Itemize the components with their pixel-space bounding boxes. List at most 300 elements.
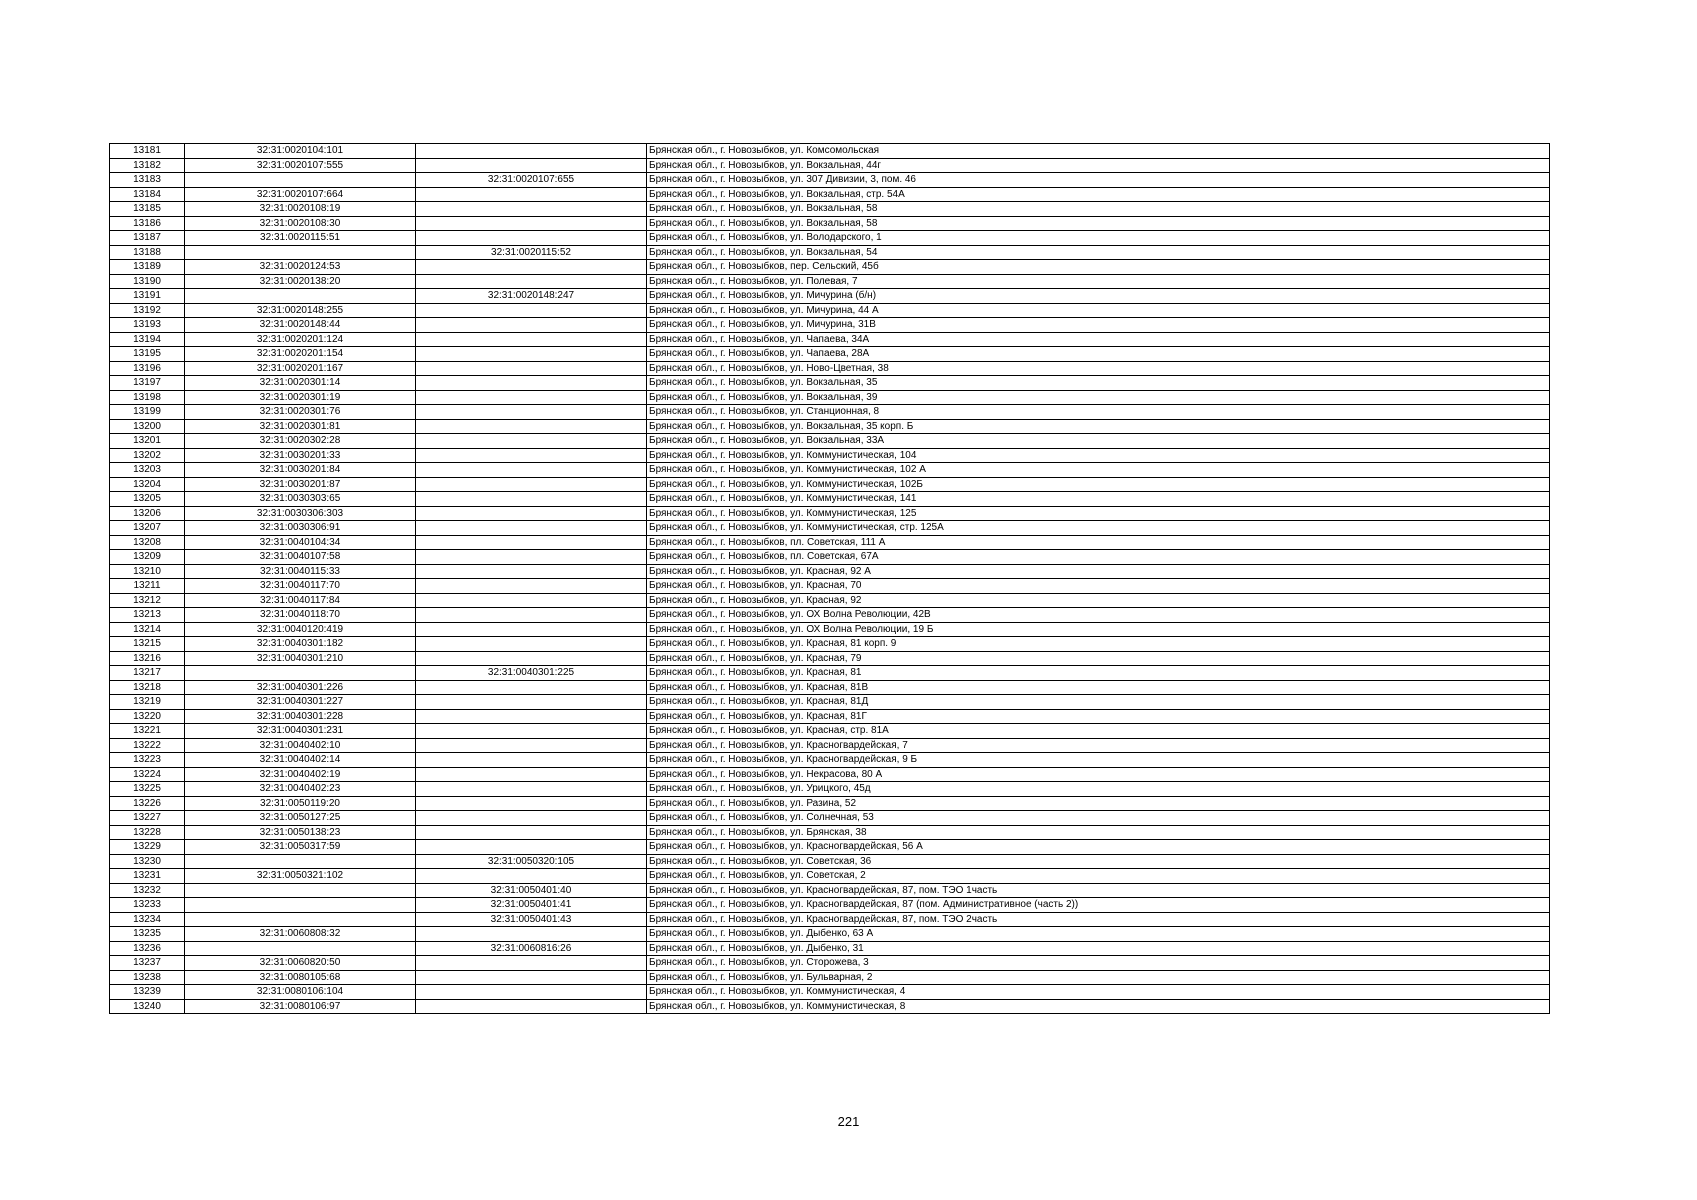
address-cell: Брянская обл., г. Новозыбков, ул. Вокзальная, 58	[647, 216, 1550, 231]
row-number-cell: 13185	[110, 202, 185, 217]
cadastral-number-alt-cell: 32:31:0040301:225	[416, 666, 647, 681]
address-cell: Брянская обл., г. Новозыбков, ул. Коммунистическая, 4	[647, 985, 1550, 1000]
table-row	[110, 434, 1550, 449]
table-row	[110, 376, 1550, 391]
address-cell: Брянская обл., г. Новозыбков, ул. Красная, стр. 81А	[647, 724, 1550, 739]
cadastral-number-cell: 32:31:0060808:32	[185, 927, 416, 942]
cadastral-number-alt-cell	[416, 347, 647, 362]
table-row	[110, 231, 1550, 246]
address-cell: Брянская обл., г. Новозыбков, ул. Разина, 52	[647, 796, 1550, 811]
address-cell: Брянская обл., г. Новозыбков, пл. Советская, 111 А	[647, 535, 1550, 550]
address-cell: Брянская обл., г. Новозыбков, ул. Красногвардейская, 56 А	[647, 840, 1550, 855]
cadastral-number-alt-cell	[416, 753, 647, 768]
address-cell: Брянская обл., г. Новозыбков, ул. Ново-Цветная, 38	[647, 361, 1550, 376]
table-row	[110, 782, 1550, 797]
address-cell: Брянская обл., г. Новозыбков, ул. Красная, 81	[647, 666, 1550, 681]
row-number-cell: 13234	[110, 912, 185, 927]
cadastral-number-alt-cell: 32:31:0050320:105	[416, 854, 647, 869]
address-cell: Брянская обл., г. Новозыбков, ул. 307 Дивизии, 3, пом. 46	[647, 173, 1550, 188]
address-cell: Брянская обл., г. Новозыбков, ул. Вокзальная, 39	[647, 390, 1550, 405]
cadastral-number-cell: 32:31:0020104:101	[185, 144, 416, 159]
cadastral-number-alt-cell	[416, 579, 647, 594]
address-cell: Брянская обл., г. Новозыбков, ул. Урицкого, 45д	[647, 782, 1550, 797]
cadastral-number-alt-cell	[416, 492, 647, 507]
cadastral-number-alt-cell	[416, 970, 647, 985]
cadastral-number-cell: 32:31:0050321:102	[185, 869, 416, 884]
table-row	[110, 695, 1550, 710]
address-cell: Брянская обл., г. Новозыбков, ул. Комсомольская	[647, 144, 1550, 159]
cadastral-number-alt-cell	[416, 811, 647, 826]
table-row	[110, 303, 1550, 318]
table-row	[110, 651, 1550, 666]
address-cell: Брянская обл., г. Новозыбков, ул. Чапаева, 28А	[647, 347, 1550, 362]
address-cell: Брянская обл., г. Новозыбков, ул. Красногвардейская, 87, пом. ТЭО 1часть	[647, 883, 1550, 898]
row-number-cell: 13215	[110, 637, 185, 652]
cadastral-number-alt-cell	[416, 767, 647, 782]
row-number-cell: 13199	[110, 405, 185, 420]
cadastral-number-alt-cell: 32:31:0050401:40	[416, 883, 647, 898]
cadastral-number-cell: 32:31:0060820:50	[185, 956, 416, 971]
address-cell: Брянская обл., г. Новозыбков, ул. Коммунистическая, 102 А	[647, 463, 1550, 478]
property-register-table	[109, 143, 1550, 1014]
address-cell: Брянская обл., г. Новозыбков, ул. Красногвардейская, 9 Б	[647, 753, 1550, 768]
row-number-cell: 13240	[110, 999, 185, 1014]
table-row	[110, 666, 1550, 681]
table-row	[110, 405, 1550, 420]
cadastral-number-alt-cell	[416, 680, 647, 695]
cadastral-number-alt-cell	[416, 999, 647, 1014]
row-number-cell: 13194	[110, 332, 185, 347]
cadastral-number-cell: 32:31:0040301:227	[185, 695, 416, 710]
address-cell: Брянская обл., г. Новозыбков, ул. Красная, 81Г	[647, 709, 1550, 724]
cadastral-number-cell: 32:31:0030201:87	[185, 477, 416, 492]
table-row	[110, 738, 1550, 753]
table-row	[110, 289, 1550, 304]
address-cell: Брянская обл., г. Новозыбков, ул. Мичурина (б/н)	[647, 289, 1550, 304]
table-row	[110, 999, 1550, 1014]
row-number-cell: 13195	[110, 347, 185, 362]
table-row	[110, 883, 1550, 898]
cadastral-number-alt-cell	[416, 361, 647, 376]
cadastral-number-cell	[185, 898, 416, 913]
cadastral-number-cell: 32:31:0040120:419	[185, 622, 416, 637]
cadastral-number-alt-cell: 32:31:0020115:52	[416, 245, 647, 260]
row-number-cell: 13203	[110, 463, 185, 478]
row-number-cell: 13236	[110, 941, 185, 956]
address-cell: Брянская обл., г. Новозыбков, ул. Красная, 70	[647, 579, 1550, 594]
row-number-cell: 13230	[110, 854, 185, 869]
address-cell: Брянская обл., г. Новозыбков, ул. Вокзальная, 58	[647, 202, 1550, 217]
address-cell: Брянская обл., г. Новозыбков, ул. Вокзальная, 35 корп. Б	[647, 419, 1550, 434]
address-cell: Брянская обл., г. Новозыбков, ул. Коммунистическая, 8	[647, 999, 1550, 1014]
row-number-cell: 13188	[110, 245, 185, 260]
page-number: 221	[837, 1114, 860, 1129]
row-number-cell: 13207	[110, 521, 185, 536]
cadastral-number-alt-cell	[416, 202, 647, 217]
row-number-cell: 13193	[110, 318, 185, 333]
cadastral-number-cell: 32:31:0040301:231	[185, 724, 416, 739]
cadastral-number-alt-cell	[416, 825, 647, 840]
row-number-cell: 13209	[110, 550, 185, 565]
cadastral-number-cell: 32:31:0020201:124	[185, 332, 416, 347]
address-cell: Брянская обл., г. Новозыбков, ул. Некрасова, 80 А	[647, 767, 1550, 782]
address-cell: Брянская обл., г. Новозыбков, ул. ОХ Волна Революции, 19 Б	[647, 622, 1550, 637]
address-cell: Брянская обл., г. Новозыбков, ул. Чапаева, 34А	[647, 332, 1550, 347]
cadastral-number-alt-cell	[416, 506, 647, 521]
table-row	[110, 245, 1550, 260]
table-row	[110, 840, 1550, 855]
cadastral-number-alt-cell	[416, 376, 647, 391]
row-number-cell: 13202	[110, 448, 185, 463]
cadastral-number-cell: 32:31:0020108:30	[185, 216, 416, 231]
row-number-cell: 13233	[110, 898, 185, 913]
cadastral-number-cell: 32:31:0020301:14	[185, 376, 416, 391]
row-number-cell: 13206	[110, 506, 185, 521]
cadastral-number-alt-cell	[416, 463, 647, 478]
cadastral-number-cell: 32:31:0020138:20	[185, 274, 416, 289]
table-row	[110, 912, 1550, 927]
row-number-cell: 13189	[110, 260, 185, 275]
cadastral-number-alt-cell	[416, 550, 647, 565]
cadastral-number-cell: 32:31:0040301:210	[185, 651, 416, 666]
table-row	[110, 506, 1550, 521]
address-cell: Брянская обл., г. Новозыбков, ул. Мичурина, 44 А	[647, 303, 1550, 318]
address-cell: Брянская обл., г. Новозыбков, ул. Бульварная, 2	[647, 970, 1550, 985]
cadastral-number-cell: 32:31:0040301:226	[185, 680, 416, 695]
row-number-cell: 13216	[110, 651, 185, 666]
table-row	[110, 985, 1550, 1000]
row-number-cell: 13223	[110, 753, 185, 768]
cadastral-number-alt-cell	[416, 796, 647, 811]
row-number-cell: 13220	[110, 709, 185, 724]
cadastral-number-alt-cell	[416, 869, 647, 884]
row-number-cell: 13237	[110, 956, 185, 971]
cadastral-number-alt-cell	[416, 956, 647, 971]
table-row	[110, 216, 1550, 231]
cadastral-number-cell: 32:31:0040107:58	[185, 550, 416, 565]
row-number-cell: 13224	[110, 767, 185, 782]
address-cell: Брянская обл., г. Новозыбков, ул. Вокзальная, 35	[647, 376, 1550, 391]
table-row	[110, 637, 1550, 652]
table-row	[110, 825, 1550, 840]
row-number-cell: 13201	[110, 434, 185, 449]
cadastral-number-alt-cell	[416, 405, 647, 420]
table-row	[110, 898, 1550, 913]
row-number-cell: 13191	[110, 289, 185, 304]
table-row	[110, 811, 1550, 826]
address-cell: Брянская обл., г. Новозыбков, ул. Володарского, 1	[647, 231, 1550, 246]
row-number-cell: 13231	[110, 869, 185, 884]
cadastral-number-alt-cell	[416, 303, 647, 318]
address-cell: Брянская обл., г. Новозыбков, ул. Советская, 36	[647, 854, 1550, 869]
cadastral-number-cell: 32:31:0040301:182	[185, 637, 416, 652]
address-cell: Брянская обл., г. Новозыбков, ул. Вокзальная, 54	[647, 245, 1550, 260]
cadastral-number-alt-cell	[416, 158, 647, 173]
row-number-cell: 13229	[110, 840, 185, 855]
address-cell: Брянская обл., г. Новозыбков, пер. Сельский, 45б	[647, 260, 1550, 275]
cadastral-number-cell: 32:31:0050138:23	[185, 825, 416, 840]
cadastral-number-alt-cell	[416, 927, 647, 942]
address-cell: Брянская обл., г. Новозыбков, ул. Красная, 81Д	[647, 695, 1550, 710]
table-row	[110, 564, 1550, 579]
row-number-cell: 13196	[110, 361, 185, 376]
cadastral-number-cell: 32:31:0030303:65	[185, 492, 416, 507]
row-number-cell: 13239	[110, 985, 185, 1000]
row-number-cell: 13187	[110, 231, 185, 246]
cadastral-number-alt-cell: 32:31:0060816:26	[416, 941, 647, 956]
address-cell: Брянская обл., г. Новозыбков, ул. Вокзальная, 44г	[647, 158, 1550, 173]
table-row	[110, 680, 1550, 695]
address-cell: Брянская обл., г. Новозыбков, ул. Дыбенко, 63 А	[647, 927, 1550, 942]
row-number-cell: 13222	[110, 738, 185, 753]
address-cell: Брянская обл., г. Новозыбков, ул. Красногвардейская, 87 (пом. Административное (часть 2))	[647, 898, 1550, 913]
table-row	[110, 535, 1550, 550]
row-number-cell: 13218	[110, 680, 185, 695]
table-row	[110, 854, 1550, 869]
row-number-cell: 13213	[110, 608, 185, 623]
cadastral-number-cell: 32:31:0040402:19	[185, 767, 416, 782]
cadastral-number-cell: 32:31:0020107:664	[185, 187, 416, 202]
table-row	[110, 158, 1550, 173]
table-row	[110, 448, 1550, 463]
cadastral-number-cell: 32:31:0080106:104	[185, 985, 416, 1000]
address-cell: Брянская обл., г. Новозыбков, пл. Советская, 67А	[647, 550, 1550, 565]
address-cell: Брянская обл., г. Новозыбков, ул. Сторожева, 3	[647, 956, 1550, 971]
cadastral-number-alt-cell	[416, 738, 647, 753]
cadastral-number-cell: 32:31:0020148:44	[185, 318, 416, 333]
cadastral-number-cell: 32:31:0040104:34	[185, 535, 416, 550]
cadastral-number-cell: 32:31:0020107:555	[185, 158, 416, 173]
cadastral-number-cell	[185, 245, 416, 260]
table-row	[110, 173, 1550, 188]
table-row	[110, 622, 1550, 637]
cadastral-number-cell: 32:31:0040301:228	[185, 709, 416, 724]
table-row	[110, 709, 1550, 724]
cadastral-number-cell	[185, 941, 416, 956]
address-cell: Брянская обл., г. Новозыбков, ул. Коммунистическая, 102Б	[647, 477, 1550, 492]
cadastral-number-alt-cell	[416, 390, 647, 405]
address-cell: Брянская обл., г. Новозыбков, ул. Мичурина, 31В	[647, 318, 1550, 333]
cadastral-number-alt-cell	[416, 651, 647, 666]
cadastral-number-alt-cell	[416, 840, 647, 855]
table-row	[110, 390, 1550, 405]
cadastral-number-cell: 32:31:0040115:33	[185, 564, 416, 579]
cadastral-number-cell	[185, 173, 416, 188]
cadastral-number-alt-cell	[416, 521, 647, 536]
table-row	[110, 608, 1550, 623]
cadastral-number-alt-cell	[416, 535, 647, 550]
cadastral-number-cell: 32:31:0080105:68	[185, 970, 416, 985]
row-number-cell: 13210	[110, 564, 185, 579]
cadastral-number-alt-cell	[416, 419, 647, 434]
cadastral-number-alt-cell	[416, 434, 647, 449]
table-row	[110, 260, 1550, 275]
cadastral-number-alt-cell	[416, 187, 647, 202]
table-row	[110, 419, 1550, 434]
table-row	[110, 941, 1550, 956]
cadastral-number-alt-cell	[416, 724, 647, 739]
table-row	[110, 956, 1550, 971]
row-number-cell: 13182	[110, 158, 185, 173]
row-number-cell: 13221	[110, 724, 185, 739]
cadastral-number-cell: 32:31:0020302:28	[185, 434, 416, 449]
row-number-cell: 13198	[110, 390, 185, 405]
cadastral-number-cell	[185, 666, 416, 681]
row-number-cell: 13186	[110, 216, 185, 231]
table-row	[110, 274, 1550, 289]
address-cell: Брянская обл., г. Новозыбков, ул. Красная, 81 корп. 9	[647, 637, 1550, 652]
cadastral-number-cell: 32:31:0040117:70	[185, 579, 416, 594]
address-cell: Брянская обл., г. Новозыбков, ул. Коммунистическая, 125	[647, 506, 1550, 521]
cadastral-number-cell: 32:31:0020115:51	[185, 231, 416, 246]
row-number-cell: 13192	[110, 303, 185, 318]
cadastral-number-cell: 32:31:0040402:10	[185, 738, 416, 753]
cadastral-number-cell: 32:31:0040118:70	[185, 608, 416, 623]
cadastral-number-alt-cell	[416, 593, 647, 608]
row-number-cell: 13228	[110, 825, 185, 840]
table-row	[110, 767, 1550, 782]
address-cell: Брянская обл., г. Новозыбков, ул. Солнечная, 53	[647, 811, 1550, 826]
address-cell: Брянская обл., г. Новозыбков, ул. Дыбенко, 31	[647, 941, 1550, 956]
cadastral-number-alt-cell	[416, 448, 647, 463]
cadastral-number-cell: 32:31:0040117:84	[185, 593, 416, 608]
cadastral-number-alt-cell	[416, 477, 647, 492]
row-number-cell: 13204	[110, 477, 185, 492]
row-number-cell: 13200	[110, 419, 185, 434]
table-row	[110, 724, 1550, 739]
table-row	[110, 927, 1550, 942]
cadastral-number-alt-cell	[416, 216, 647, 231]
cadastral-number-cell: 32:31:0020148:255	[185, 303, 416, 318]
cadastral-number-cell: 32:31:0050127:25	[185, 811, 416, 826]
address-cell: Брянская обл., г. Новозыбков, ул. Красногвардейская, 7	[647, 738, 1550, 753]
address-cell: Брянская обл., г. Новозыбков, ул. Советская, 2	[647, 869, 1550, 884]
register-table-body	[110, 144, 1550, 1014]
address-cell: Брянская обл., г. Новозыбков, ул. Коммунистическая, 141	[647, 492, 1550, 507]
address-cell: Брянская обл., г. Новозыбков, ул. Коммунистическая, стр. 125А	[647, 521, 1550, 536]
cadastral-number-alt-cell	[416, 637, 647, 652]
address-cell: Брянская обл., г. Новозыбков, ул. Коммунистическая, 104	[647, 448, 1550, 463]
table-row	[110, 477, 1550, 492]
table-row	[110, 521, 1550, 536]
cadastral-number-cell: 32:31:0020201:167	[185, 361, 416, 376]
table-row	[110, 347, 1550, 362]
address-cell: Брянская обл., г. Новозыбков, ул. Брянская, 38	[647, 825, 1550, 840]
address-cell: Брянская обл., г. Новозыбков, ул. Красная, 79	[647, 651, 1550, 666]
cadastral-number-cell: 32:31:0020301:19	[185, 390, 416, 405]
cadastral-number-cell: 32:31:0040402:14	[185, 753, 416, 768]
cadastral-number-cell: 32:31:0020201:154	[185, 347, 416, 362]
cadastral-number-alt-cell	[416, 695, 647, 710]
row-number-cell: 13197	[110, 376, 185, 391]
row-number-cell: 13190	[110, 274, 185, 289]
cadastral-number-alt-cell	[416, 144, 647, 159]
row-number-cell: 13217	[110, 666, 185, 681]
table-row	[110, 318, 1550, 333]
address-cell: Брянская обл., г. Новозыбков, ул. Станционная, 8	[647, 405, 1550, 420]
row-number-cell: 13232	[110, 883, 185, 898]
cadastral-number-cell: 32:31:0030306:91	[185, 521, 416, 536]
cadastral-number-alt-cell	[416, 782, 647, 797]
row-number-cell: 13181	[110, 144, 185, 159]
cadastral-number-alt-cell	[416, 231, 647, 246]
table-row	[110, 332, 1550, 347]
cadastral-number-cell	[185, 289, 416, 304]
cadastral-number-cell: 32:31:0020108:19	[185, 202, 416, 217]
row-number-cell: 13225	[110, 782, 185, 797]
table-row	[110, 970, 1550, 985]
table-row	[110, 492, 1550, 507]
row-number-cell: 13205	[110, 492, 185, 507]
cadastral-number-cell: 32:31:0020301:81	[185, 419, 416, 434]
cadastral-number-alt-cell	[416, 274, 647, 289]
cadastral-number-alt-cell	[416, 318, 647, 333]
cadastral-number-cell: 32:31:0020124:53	[185, 260, 416, 275]
row-number-cell: 13184	[110, 187, 185, 202]
table-row	[110, 463, 1550, 478]
cadastral-number-cell	[185, 854, 416, 869]
address-cell: Брянская обл., г. Новозыбков, ул. Красногвардейская, 87, пом. ТЭО 2часть	[647, 912, 1550, 927]
row-number-cell: 13214	[110, 622, 185, 637]
row-number-cell: 13211	[110, 579, 185, 594]
cadastral-number-alt-cell	[416, 260, 647, 275]
cadastral-number-alt-cell: 32:31:0020107:655	[416, 173, 647, 188]
cadastral-number-alt-cell: 32:31:0050401:41	[416, 898, 647, 913]
table-row	[110, 579, 1550, 594]
cadastral-number-cell	[185, 883, 416, 898]
table-row	[110, 550, 1550, 565]
cadastral-number-cell	[185, 912, 416, 927]
row-number-cell: 13212	[110, 593, 185, 608]
table-row	[110, 869, 1550, 884]
cadastral-number-alt-cell	[416, 709, 647, 724]
row-number-cell: 13219	[110, 695, 185, 710]
cadastral-number-alt-cell: 32:31:0050401:43	[416, 912, 647, 927]
row-number-cell: 13235	[110, 927, 185, 942]
cadastral-number-alt-cell	[416, 985, 647, 1000]
address-cell: Брянская обл., г. Новозыбков, ул. Красная, 92	[647, 593, 1550, 608]
table-row	[110, 187, 1550, 202]
table-row	[110, 202, 1550, 217]
row-number-cell: 13227	[110, 811, 185, 826]
address-cell: Брянская обл., г. Новозыбков, ул. Полевая, 7	[647, 274, 1550, 289]
cadastral-number-cell: 32:31:0030201:84	[185, 463, 416, 478]
cadastral-number-cell: 32:31:0050119:20	[185, 796, 416, 811]
cadastral-number-cell: 32:31:0020301:76	[185, 405, 416, 420]
address-cell: Брянская обл., г. Новозыбков, ул. Красная, 92 А	[647, 564, 1550, 579]
address-cell: Брянская обл., г. Новозыбков, ул. Красная, 81В	[647, 680, 1550, 695]
cadastral-number-cell: 32:31:0030306:303	[185, 506, 416, 521]
table-row	[110, 144, 1550, 159]
table-row	[110, 796, 1550, 811]
cadastral-number-alt-cell	[416, 622, 647, 637]
cadastral-number-cell: 32:31:0050317:59	[185, 840, 416, 855]
table-row	[110, 753, 1550, 768]
table-row	[110, 361, 1550, 376]
cadastral-number-alt-cell: 32:31:0020148:247	[416, 289, 647, 304]
address-cell: Брянская обл., г. Новозыбков, ул. Вокзальная, 33А	[647, 434, 1550, 449]
cadastral-number-alt-cell	[416, 564, 647, 579]
cadastral-number-alt-cell	[416, 608, 647, 623]
table-row	[110, 593, 1550, 608]
address-cell: Брянская обл., г. Новозыбков, ул. Вокзальная, стр. 54А	[647, 187, 1550, 202]
cadastral-number-cell: 32:31:0080106:97	[185, 999, 416, 1014]
cadastral-number-cell: 32:31:0030201:33	[185, 448, 416, 463]
row-number-cell: 13226	[110, 796, 185, 811]
row-number-cell: 13238	[110, 970, 185, 985]
row-number-cell: 13183	[110, 173, 185, 188]
cadastral-number-cell: 32:31:0040402:23	[185, 782, 416, 797]
